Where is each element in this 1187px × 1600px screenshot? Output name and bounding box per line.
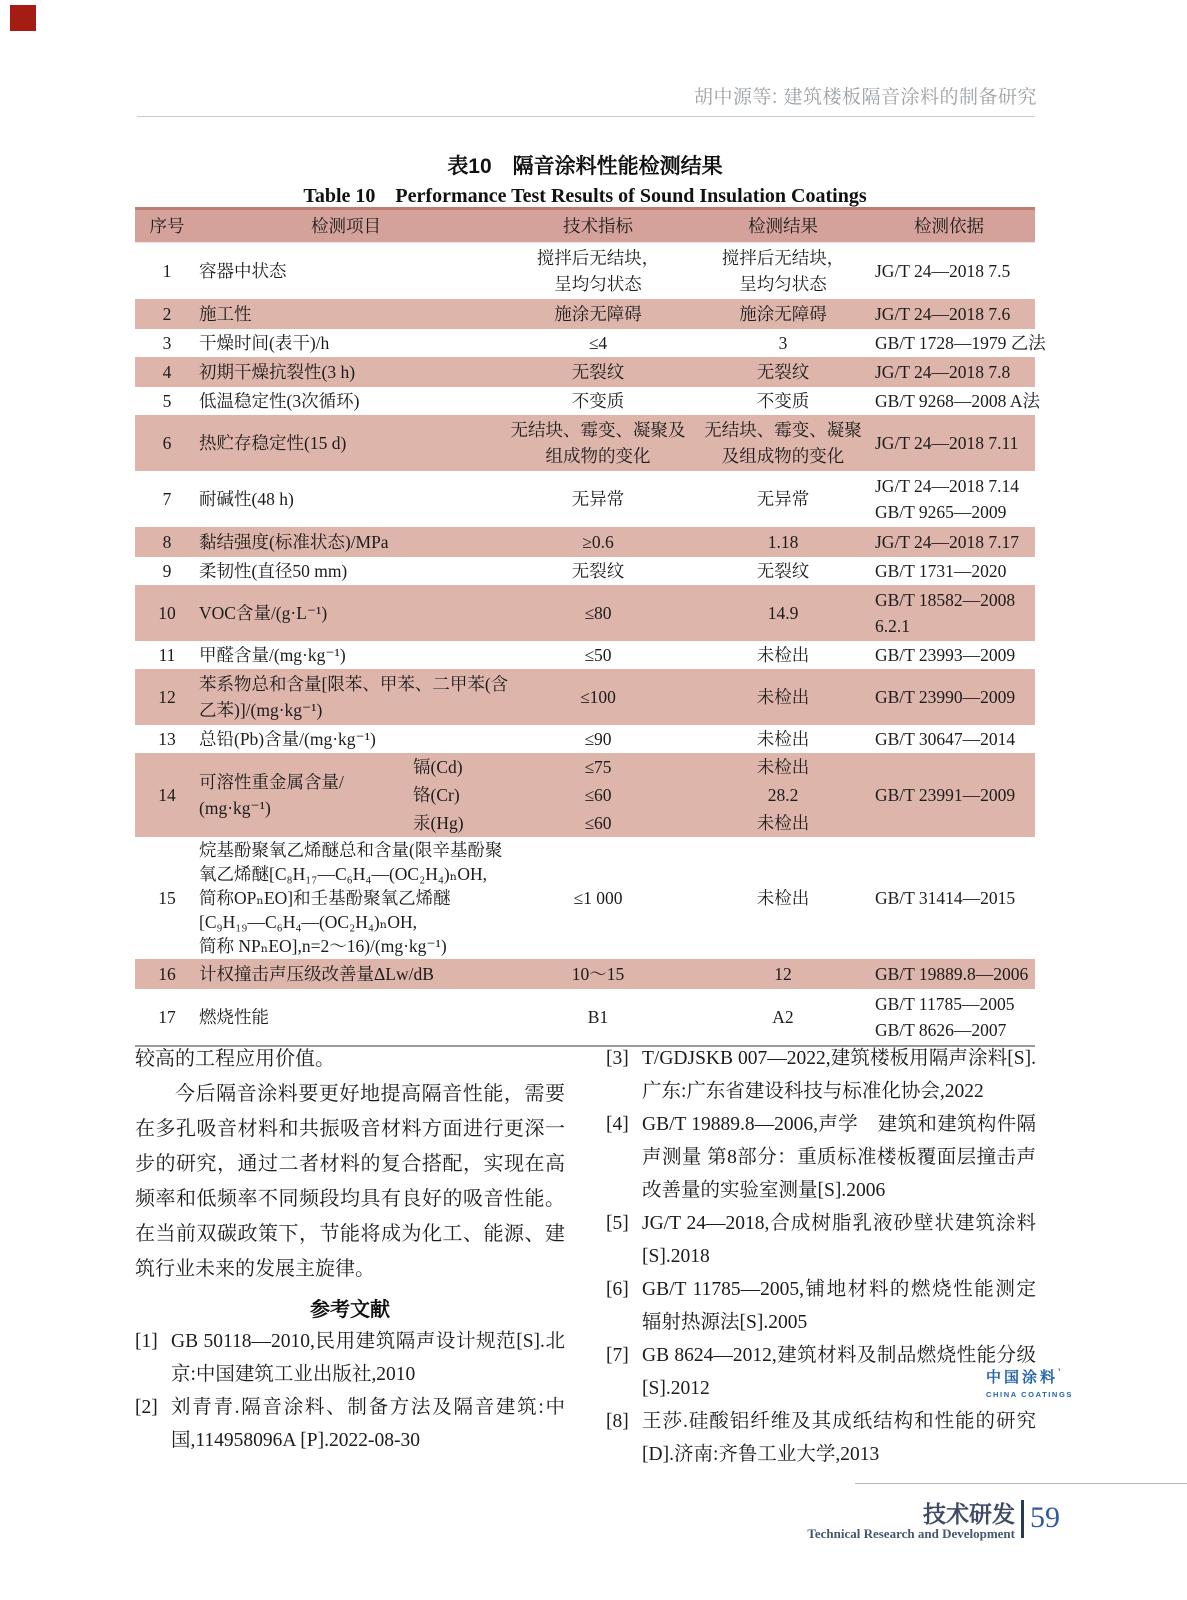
logo-zh-label: 中国涂料: [986, 1369, 1059, 1386]
reference-text: GB/T 11785—2005,铺地材料的燃烧性能测定 辐射热源法[S].2005: [642, 1279, 1056, 1333]
cell-item: 柔韧性(直径50 mm): [199, 561, 348, 581]
table-title-en: Table 10 Performance Test Results of Sound Insulation Coatings: [303, 185, 867, 207]
cell-result: 未检出: [756, 757, 810, 777]
table-row: [135, 299, 1035, 329]
table-row: [135, 357, 1035, 387]
cell-no: 6: [162, 433, 172, 453]
cell-result: 无裂纹: [756, 561, 810, 581]
cell-no: 11: [158, 645, 176, 665]
cell-spec: ≤50: [584, 645, 612, 665]
reference-item: [606, 1339, 1036, 1405]
body-paragraph: 今后隔音涂料要更好地提高隔音性能，需要在多孔吸音材料和共振吸音材料方面进行更深一步的研究，通过二者材料的复合搭配，实现在高频率和低频率不同频段均具有良好的吸音性能。在当前双碳政策下，节能将成为化工、能源、建筑行业未来的发展主旋律。: [135, 1083, 565, 1280]
cell-basis: JG/T 24—2018 7.8: [875, 362, 1011, 382]
cell-basis: JG/T 24—2018 7.6: [875, 304, 1011, 324]
cell-no: 12: [158, 687, 176, 707]
subrows: [413, 753, 1035, 837]
cell-spec: ≤60: [584, 813, 612, 833]
cell-item: 甲醛含量/(mg·kg⁻¹): [199, 645, 346, 665]
cell-spec: ≤1 000: [573, 888, 623, 908]
cell-basis: GB/T 1728—1979 乙法: [875, 333, 1046, 353]
cell-no: 14: [158, 785, 176, 805]
cell-item: 干燥时间(表干)/h: [199, 333, 330, 353]
references-heading: 参考文献: [310, 1299, 390, 1321]
cell-spec: ≤90: [584, 729, 612, 749]
cell-item: 初期干燥抗裂性(3 h): [199, 362, 356, 382]
cell-item: 总铅(Pb)含量/(mg·kg⁻¹): [199, 729, 376, 749]
cell-item: 计权撞击声压级改善量ΔLw/dB: [199, 964, 434, 984]
cell-basis: GB/T 18582—2008 6.2.1: [875, 590, 1016, 636]
cell-spec: 无结块、霉变、凝聚及 组成物的变化: [510, 420, 686, 466]
header-rule: [137, 116, 1035, 117]
cell-basis: GB/T 11785—2005 GB/T 8626—2007: [875, 994, 1015, 1040]
cell-basis: JG/T 24—2018 7.14 GB/T 9265—2009: [875, 476, 1020, 522]
reference-text: 刘青青.隔音涂料、制备方法及隔音建筑:中国,114958096A [P].2022-08-30: [171, 1397, 565, 1451]
cell-spec: ≤60: [584, 785, 612, 805]
cell-result: 无裂纹: [756, 362, 810, 382]
column-header: 技术指标: [563, 216, 633, 236]
reference-item: [135, 1325, 565, 1391]
table-row: [135, 725, 1035, 753]
cell-no: 5: [162, 391, 172, 411]
cell-result: 未检出: [756, 813, 810, 833]
cell-basis: GB/T 23990—2009: [875, 687, 1016, 707]
footer-section-title-zh: 技术研发: [923, 1501, 1015, 1527]
reference-number: [8]: [606, 1411, 629, 1432]
cell-spec: 无裂纹: [571, 362, 625, 382]
cell-no: 13: [158, 729, 176, 749]
cell-no: 7: [162, 489, 172, 509]
table-row: [135, 641, 1035, 669]
cell-result: 未检出: [756, 729, 810, 749]
cell-basis: GB/T 19889.8—2006: [875, 964, 1029, 984]
cell-item: 可溶性重金属含量/ (mg·kg⁻¹): [199, 772, 344, 818]
table-header-row: [135, 210, 1035, 243]
cell-item: 热贮存稳定性(15 d): [199, 433, 347, 453]
footer-section-title-en: Technical Research and Development: [807, 1526, 1015, 1541]
cell-item: 黏结强度(标准状态)/MPa: [199, 532, 389, 552]
reference-text: 王莎.硅酸铝纤维及其成纸结构和性能的研究[D].济南:齐鲁工业大学,2013: [642, 1411, 1036, 1465]
cell-result: A2: [772, 1007, 794, 1027]
reference-item: [606, 1405, 1036, 1471]
left-column: [135, 1042, 565, 1457]
cell-result: 搅拌后无结块， 呈均匀状态: [721, 248, 845, 294]
cell-result: 不变质: [756, 391, 810, 411]
logo-trademark-mark: ’: [1058, 1367, 1061, 1377]
column-header: 序号: [149, 216, 185, 236]
sub-row: [413, 753, 1035, 781]
cell-spec: 搅拌后无结块， 呈均匀状态: [536, 248, 660, 294]
table-row: [135, 959, 1035, 989]
reference-number: [2]: [135, 1397, 158, 1418]
cell-subitem: 铬(Cr): [413, 785, 460, 805]
cell-subitem: 镉(Cd): [413, 757, 463, 777]
cell-item: 施工性: [199, 304, 252, 324]
cell-basis: GB/T 9268—2008 A法: [875, 391, 1040, 411]
reference-item: [606, 1042, 1036, 1108]
reference-number: [3]: [606, 1048, 629, 1069]
right-column: [606, 1042, 1056, 1471]
references-list-left: [135, 1325, 565, 1457]
cell-spec: ≤100: [580, 687, 616, 707]
table-row: [135, 669, 1035, 725]
body-paragraph: 较高的工程应用价值。: [135, 1048, 335, 1070]
table-row: [135, 585, 1035, 641]
reference-text: GB/T 19889.8—2006,声学 建筑和建筑构件隔声测量 第8部分：重质标准楼板覆面层撞击声改善量的实验室测量[S].2006: [642, 1114, 1036, 1201]
cell-no: 1: [162, 261, 172, 281]
reference-item: [606, 1273, 1056, 1339]
cell-result: 未检出: [756, 687, 810, 707]
cell-spec: ≤80: [584, 603, 612, 623]
cell-spec: ≥0.6: [582, 532, 614, 552]
footer-divider-bar: [1021, 1500, 1024, 1538]
cell-no: 16: [158, 964, 176, 984]
cell-basis: JG/T 24—2018 7.11: [875, 433, 1019, 453]
table-row: [135, 387, 1040, 415]
cell-spec: 10～15: [571, 964, 625, 984]
cell-basis: JG/T 24—2018 7.17: [875, 532, 1020, 552]
reference-number: [5]: [606, 1213, 629, 1234]
table-body: [135, 243, 1046, 1045]
reference-item: [606, 1108, 1036, 1207]
cell-result: 未检出: [756, 888, 810, 908]
cell-item: 低温稳定性(3次循环): [199, 391, 360, 411]
cell-result: 未检出: [756, 645, 810, 665]
logo-english-text: CHINA COATINGS: [986, 1390, 1073, 1399]
cell-no: 4: [162, 362, 172, 382]
sub-row: [413, 781, 1035, 809]
cell-basis: GB/T 23993—2009: [875, 645, 1016, 665]
reference-number: [4]: [606, 1114, 629, 1135]
table-row: [135, 989, 1035, 1045]
column-header: 检测依据: [914, 216, 984, 236]
cell-basis: GB/T 1731—2020: [875, 561, 1007, 581]
red-corner-marker: [10, 5, 36, 31]
cell-no: 9: [162, 561, 172, 581]
cell-item: 容器中状态: [199, 261, 287, 281]
cell-result: 施涂无障碍: [739, 304, 827, 324]
cell-result: 1.18: [767, 532, 799, 552]
column-header: 检测结果: [748, 216, 818, 236]
cell-item: 苯系物总和含量[限苯、甲苯、二甲苯(含 乙苯)]/(mg·kg⁻¹): [199, 674, 509, 720]
cell-result: 12: [774, 964, 792, 984]
china-coatings-logo: [986, 1366, 1076, 1399]
table-title-zh: 表10 隔音涂料性能检测结果: [447, 155, 723, 178]
reference-text: JG/T 24—2018,合成树脂乳液砂壁状建筑涂料[S].2018: [642, 1213, 1036, 1267]
column-header: 检测项目: [311, 216, 381, 236]
table-row: [135, 557, 1035, 585]
cell-result: 14.9: [767, 603, 799, 623]
reference-text: T/GDJSKB 007—2022,建筑楼板用隔声涂料[S].广东:广东省建设科技与标准化协会,2022: [642, 1048, 1036, 1102]
cell-item: VOC含量/(g·L⁻¹): [199, 603, 328, 623]
cell-spec: 施涂无障碍: [554, 304, 642, 324]
cell-spec: ≤75: [584, 757, 612, 777]
table-row: [135, 837, 1035, 959]
reference-text: GB 8624—2012,建筑材料及制品燃烧性能分级[S].2012: [642, 1345, 1036, 1399]
cell-result: 28.2: [767, 785, 799, 805]
cell-basis: JG/T 24—2018 7.5: [875, 261, 1011, 281]
cell-basis: GB/T 23991—2009: [875, 785, 1016, 805]
cell-no: 2: [162, 304, 172, 324]
cell-result: 3: [778, 333, 788, 353]
cell-basis: GB/T 30647—2014: [875, 729, 1016, 749]
cell-spec: ≤4: [588, 333, 608, 353]
reference-number: [7]: [606, 1345, 629, 1366]
cell-no: 10: [158, 603, 176, 623]
footer-rule: [855, 1483, 1187, 1484]
cell-spec: 无裂纹: [571, 561, 625, 581]
reference-number: [6]: [606, 1279, 629, 1300]
cell-spec: B1: [587, 1007, 609, 1027]
cell-result: 无结块、霉变、凝聚 及组成物的变化: [704, 420, 862, 466]
table-row: [135, 415, 1035, 471]
cell-subitem: 汞(Hg): [413, 813, 464, 833]
table-row: [135, 243, 1035, 299]
logo-chinese-text: [986, 1366, 1076, 1387]
cell-no: 8: [162, 532, 172, 552]
reference-item: [135, 1391, 565, 1457]
table-row: [135, 329, 1046, 357]
reference-item: [606, 1207, 1036, 1273]
sub-row: [413, 809, 1035, 837]
cell-no: 15: [158, 888, 176, 908]
table-row: [135, 527, 1035, 557]
running-header: 胡中源等: 建筑楼板隔音涂料的制备研究: [693, 87, 1037, 108]
cell-item: 烷基酚聚氧乙烯醚总和含量(限辛基酚聚 氧乙烯醚[C₈H₁₇—C₆H₄—(OC₂H₄)ₙOH, 简称OPₙEO]和壬基酚聚氧乙烯醚 [C₉H₁₉—C₆H₄—(OC₂H₄)ₙOH, 简称 NPₙEO],n=2～16)/(mg·kg⁻¹): [199, 840, 503, 956]
reference-text: GB 50118—2010,民用建筑隔声设计规范[S].北京:中国建筑工业出版社,2010: [171, 1331, 565, 1385]
cell-spec: 无异常: [571, 489, 625, 509]
cell-result: 无异常: [756, 489, 810, 509]
cell-spec: 不变质: [571, 391, 625, 411]
cell-item: 燃烧性能: [199, 1007, 269, 1027]
references-list-right: [606, 1042, 1056, 1471]
cell-basis: GB/T 31414—2015: [875, 888, 1016, 908]
table-row: [135, 753, 1035, 837]
reference-number: [1]: [135, 1331, 158, 1352]
table-row: [135, 471, 1035, 527]
cell-item: 耐碱性(48 h): [199, 489, 294, 509]
performance-table: [135, 207, 1046, 1047]
cell-no: 3: [162, 333, 172, 353]
cell-no: 17: [158, 1007, 176, 1027]
page-number: 59: [1030, 1501, 1060, 1534]
